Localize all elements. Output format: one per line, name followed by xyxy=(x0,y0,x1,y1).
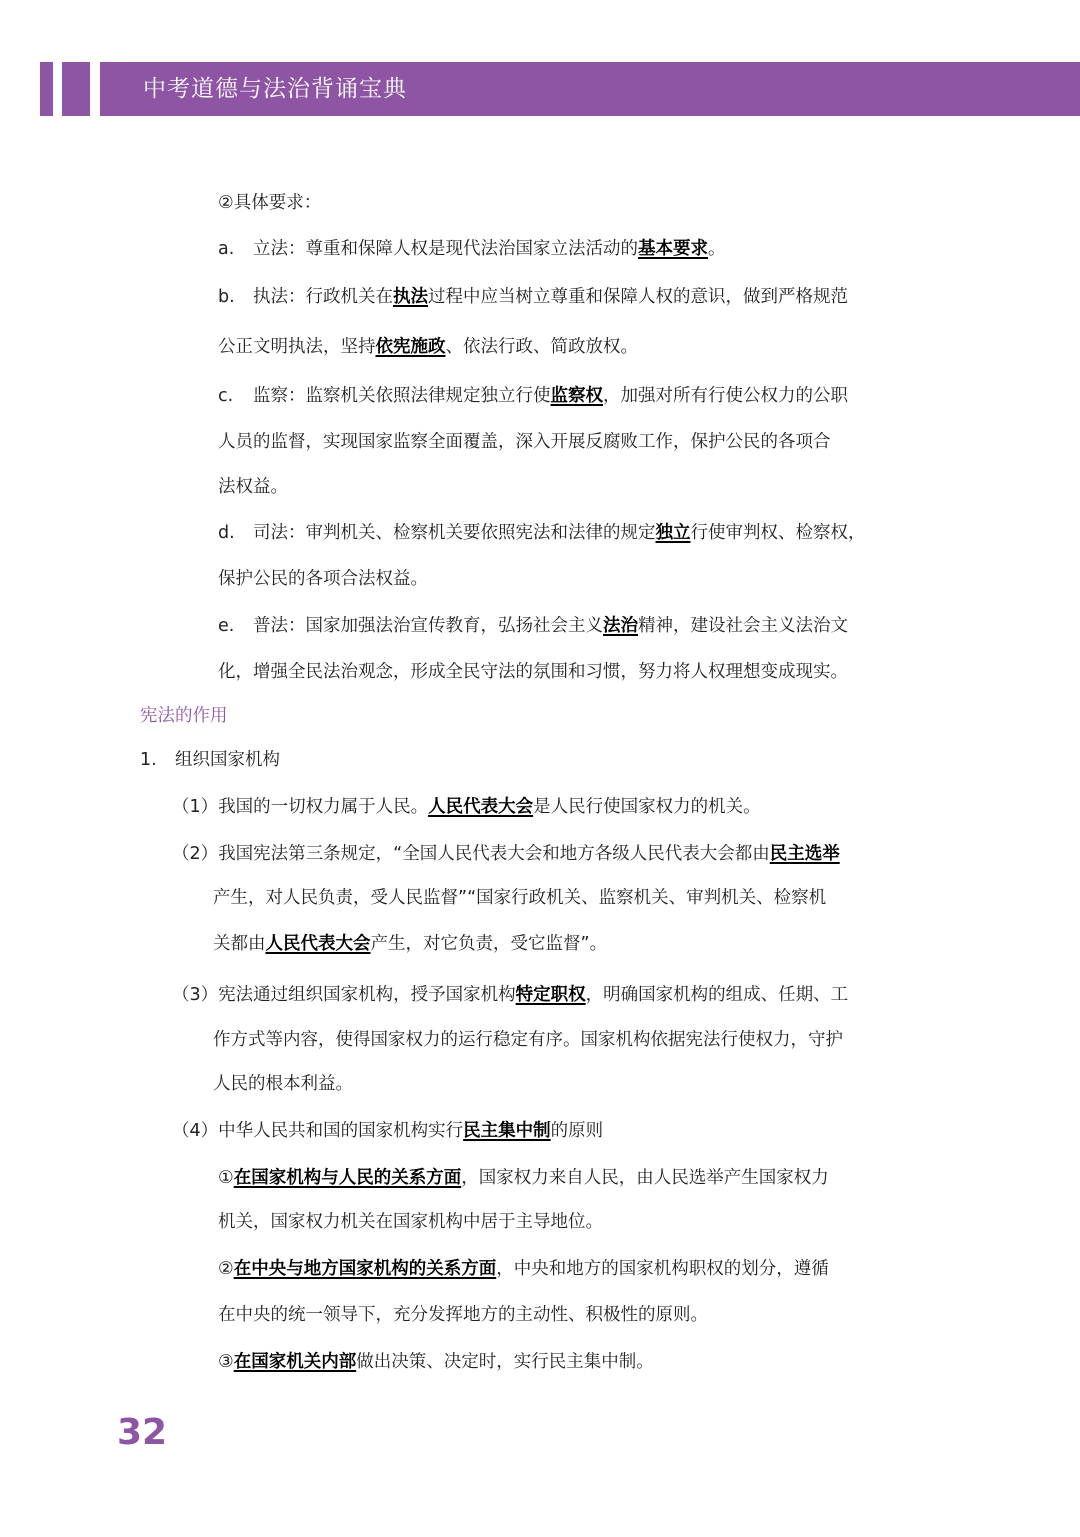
key-term: 基本要求 xyxy=(638,239,708,259)
key-term: 独立 xyxy=(655,523,691,543)
text-line: 化，增强全民法治观念，形成全民守法的氛围和习惯，努力将人权理想变成现实。 xyxy=(218,662,848,682)
key-term: 依宪施政 xyxy=(375,337,446,357)
text-line: 机关，国家权力机关在国家机构中居于主导地位。 xyxy=(218,1212,603,1232)
text-line: ①在国家机构与人民的关系方面，国家权力来自人民，由人民选举产生国家权力 xyxy=(218,1168,829,1188)
key-term: 民主集中制 xyxy=(463,1121,551,1141)
text-line: （3）宪法通过组织国家机构，授予国家机构特定职权，明确国家机构的组成、任期、工 xyxy=(172,985,849,1005)
text-line: （1）我国的一切权力属于人民。人民代表大会是人民行使国家权力的机关。 xyxy=(172,797,761,817)
text-line: ③在国家机关内部做出决策、决定时，实行民主集中制。 xyxy=(218,1352,654,1372)
key-term: 人民代表大会 xyxy=(428,797,534,817)
key-term: 监察权 xyxy=(550,386,603,406)
key-term: 在国家机关内部 xyxy=(233,1352,357,1372)
key-term: 在国家机构与人民的关系方面 xyxy=(233,1168,462,1188)
page-number: 32 xyxy=(117,1412,168,1453)
text-line: 作方式等内容，使得国家权力的运行稳定有序。国家机构依据宪法行使权力，守护 xyxy=(213,1030,843,1050)
header-bar-middle xyxy=(62,62,90,116)
text-line: 法权益。 xyxy=(218,477,288,497)
header-bar-left xyxy=(40,62,53,116)
header-title: 中考道德与法治背诵宝典 xyxy=(143,76,407,102)
text-line: 关都由人民代表大会产生，对它负责，受它监督”。 xyxy=(213,934,608,954)
text-line: 人民的根本利益。 xyxy=(213,1074,353,1094)
text-line: ②在中央与地方国家机构的关系方面，中央和地方的国家机构职权的划分，遵循 xyxy=(218,1259,829,1279)
text-line: b. 执法：行政机关在执法过程中应当树立尊重和保障人权的意识，做到严格规范 xyxy=(218,287,848,307)
text-line: 产生，对人民负责，受人民监督”“国家行政机关、监察机关、审判机关、检察机 xyxy=(213,888,827,908)
text-line: （4）中华人民共和国的国家机构实行民主集中制的原则 xyxy=(172,1121,604,1141)
text-line: 公正文明执法，坚持依宪施政、依法行政、简政放权。 xyxy=(218,337,638,357)
text-line: 人员的监督，实现国家监察全面覆盖，深入开展反腐败工作，保护公民的各项合 xyxy=(218,432,831,452)
key-term: 人民代表大会 xyxy=(265,934,371,954)
key-term: 在中央与地方国家机构的关系方面 xyxy=(233,1259,497,1279)
text-line: d. 司法：审判机关、检察机关要依照宪法和法律的规定独立行使审判权、检察权， xyxy=(218,523,866,543)
text-line: ②具体要求： xyxy=(218,193,322,213)
text-line: 在中央的统一领导下，充分发挥地方的主动性、积极性的原则。 xyxy=(218,1305,708,1325)
text-line: e. 普法：国家加强法治宣传教育，弘扬社会主义法治精神，建设社会主义法治文 xyxy=(218,616,848,636)
text-line: a. 立法：尊重和保障人权是现代法治国家立法活动的基本要求。 xyxy=(218,239,726,259)
text-line: （2）我国宪法第三条规定，“全国人民代表大会和地方各级人民代表大会都由民主选举 xyxy=(172,844,840,864)
key-term: 特定职权 xyxy=(515,985,586,1005)
text-line: 1. 组织国家机构 xyxy=(140,750,280,770)
key-term: 法治 xyxy=(603,616,638,636)
key-term: 执法 xyxy=(393,287,428,307)
text-line: 保护公民的各项合法权益。 xyxy=(218,569,428,589)
text-line: c. 监察：监察机关依照法律规定独立行使监察权，加强对所有行使公权力的公职 xyxy=(218,386,848,406)
key-term: 民主选举 xyxy=(769,844,840,864)
section-title: 宪法的作用 xyxy=(140,706,228,726)
